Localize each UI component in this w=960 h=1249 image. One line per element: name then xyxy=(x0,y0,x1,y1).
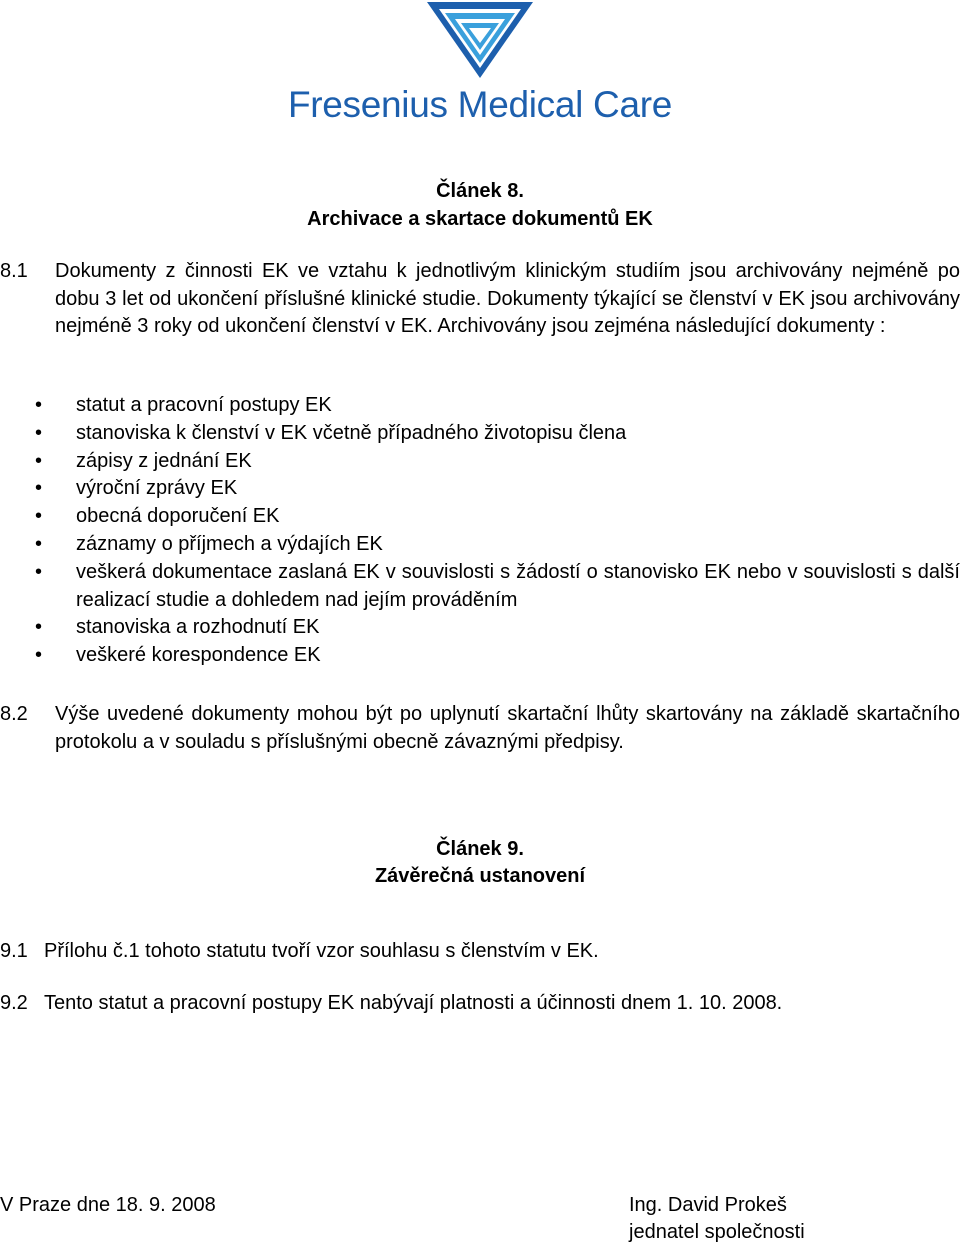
article-8-title: Článek 8. xyxy=(436,180,524,202)
pyramid-logo-icon xyxy=(425,0,535,80)
signatory-name: Ing. David Prokeš xyxy=(629,1194,787,1216)
bullet-icon: • xyxy=(35,616,43,639)
article-9-title: Článek 9. xyxy=(436,838,524,860)
list-item: • statut a pracovní postupy EK xyxy=(0,392,960,420)
bullet-icon: • xyxy=(35,394,43,416)
document-list xyxy=(0,392,960,670)
bullet-icon: • xyxy=(35,505,43,528)
paragraph-8-2: Výše uvedené dokumenty mohou být po uplynutí skartační lhůty skartovány na základě skartačního protokolu a v souladu s příslušnými obecně závaznými předpisy. xyxy=(55,703,960,753)
paragraph-9-2: Tento statut a pracovní postupy EK nabývají platnosti a účinnosti dnem 1. 10. 2008. xyxy=(44,992,783,1014)
list-item: • výroční zprávy EK xyxy=(0,475,960,503)
place-and-date: V Praze dne 18. 9. 2008 xyxy=(0,1194,216,1216)
signatory-role: jednatel společnosti xyxy=(629,1221,805,1243)
paragraph-number: 9.1 xyxy=(0,940,28,962)
list-item: • stanoviska a rozhodnutí EK xyxy=(0,614,960,642)
article-9-subtitle: Závěrečná ustanovení xyxy=(374,865,586,887)
company-logo xyxy=(245,0,715,126)
paragraph-9-1: Přílohu č.1 tohoto statutu tvoří vzor souhlasu s členstvím v EK. xyxy=(44,940,599,962)
list-item: • zápisy z jednání EK xyxy=(0,448,960,476)
bullet-icon: • xyxy=(35,560,43,583)
paragraph-number: 8.2 xyxy=(0,703,28,725)
list-item: • stanoviska k členství v EK včetně případného životopisu člena xyxy=(0,420,960,448)
bullet-icon: • xyxy=(35,532,43,555)
logo-wordmark: Fresenius Medical Care xyxy=(287,84,673,125)
list-item: • obecná doporučení EK xyxy=(0,503,960,531)
paragraph-number: 9.2 xyxy=(0,992,28,1014)
bullet-icon: • xyxy=(35,644,43,667)
bullet-icon: • xyxy=(35,449,43,472)
bullet-icon: • xyxy=(35,421,43,444)
list-item: • záznamy o příjmech a výdajích EK xyxy=(0,531,960,559)
paragraph-8-1: Dokumenty z činnosti EK ve vztahu k jednotlivým klinickým studiím jsou archivovány nejméně po dobu 3 let od ukončení příslušné klinické studie. Dokumenty týkající se členství v EK jsou archivovány nejméně 3 roky od ukončení členství v EK. Archivovány jsou zejména následující dokumenty : xyxy=(55,260,960,337)
list-item: • veškeré korespondence EK xyxy=(0,642,960,670)
paragraph-number: 8.1 xyxy=(0,260,28,282)
article-8-subtitle: Archivace a skartace dokumentů EK xyxy=(307,208,653,230)
list-item: • veškerá dokumentace zaslaná EK v souvislosti s žádostí o stanovisko EK nebo v souvislosti s další realizací studie a dohledem nad jejím prováděním xyxy=(35,560,960,611)
bullet-icon: • xyxy=(35,477,43,500)
